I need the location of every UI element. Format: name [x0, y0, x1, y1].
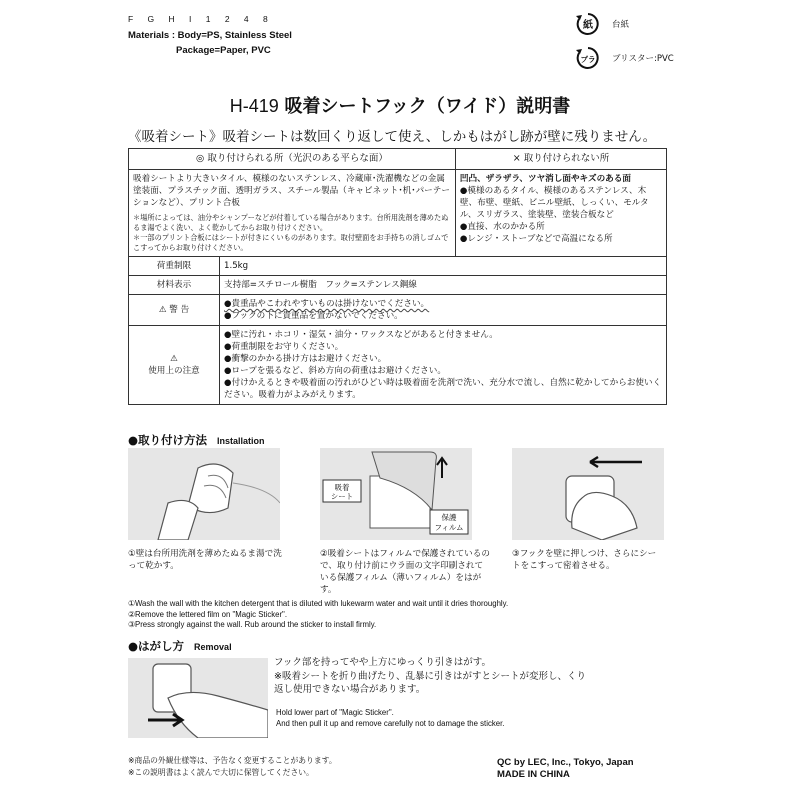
paper-label: 台紙: [612, 20, 630, 30]
caution-item-1: ●壁に汚れ・ホコリ・湿気・油分・ワックスなどがあると付きません。: [224, 330, 498, 340]
caution-item-2: ●荷重制限をお守りください。: [224, 342, 344, 352]
step1-caption: ①壁は台所用洗剤を薄めたぬるま湯で洗って乾かす。: [128, 549, 282, 571]
english-step1: ①Wash the wall with the kitchen detergent that is diluted with lukewarm water and wait until it dries thoroughly.: [128, 599, 509, 608]
installation-english: [128, 599, 508, 631]
cannot-item-2: ●直接、水のかかる所: [459, 222, 545, 232]
material-label: 材料表示: [129, 276, 220, 295]
caution-item-3: ●衝撃のかかる掛け方はお避けください。: [224, 354, 387, 364]
english-step3: ③Press strongly against the wall. Rub around the sticker to install firmly.: [128, 620, 377, 629]
peel-film-icon: [320, 448, 472, 540]
installation-heading: [128, 432, 265, 448]
removal-text-2: ※吸着シートを折り曲げたり、乱暴に引きはがすとシートが変形し、くり返し使用できない場合があります。: [274, 670, 586, 695]
installation-heading-en: Installation: [217, 436, 265, 446]
sheet-label-line1: 吸着: [334, 483, 350, 492]
removal-text-1: フック部を持ってやや上方にゆっくり引きはがす。: [274, 657, 491, 668]
removal-heading: [128, 638, 232, 654]
warning-icon: ⚠: [158, 305, 167, 315]
footer-note-1: ※商品の外観仕様等は、予告なく変更することがあります。: [128, 756, 337, 765]
plastic-recycle-icon: [574, 46, 602, 70]
can-note-2: ＊一部のプリント合板にはシートが付きにくいものがあります。取付壁面をお手持ちの消しゴムでこすってからお取り付けください。: [133, 233, 449, 252]
load-value: 1.5kg: [220, 257, 667, 276]
english-step2: ②Remove the lettered film on "Magic Sticker".: [128, 609, 287, 619]
subtitle: 《吸着シート》吸着シートは数回くり返して使え、しかもはがし跡が壁に残りません。: [128, 129, 657, 145]
sheet-label-line2: シート: [330, 492, 354, 501]
removal-illustration: [128, 658, 268, 738]
caution-label: 使用上の注意: [148, 366, 200, 376]
warning-item-1: ●貴重品やこわれやすいものは掛けないでください。: [224, 299, 430, 309]
removal-english-2: And then pull it up and remove carefully not to damage the sticker.: [276, 719, 505, 728]
model-number: H-419: [229, 96, 279, 116]
footer-notes: [128, 755, 337, 779]
made-in-text: MADE IN CHINA: [497, 769, 570, 780]
plastic-symbol-text: プラ: [580, 55, 596, 64]
paper-recycle-mark: [574, 12, 684, 36]
caution-label-cell: [129, 326, 220, 405]
remove-hook-icon: [128, 658, 268, 738]
wipe-hand-icon: [128, 448, 280, 540]
materials-text: Materials : Body=PS, Stainless Steel: [128, 30, 292, 41]
removal-heading-en: Removal: [194, 642, 232, 652]
can-attach-cell: [129, 170, 456, 257]
removal-heading-jp: ●はがし方: [128, 639, 185, 653]
package-text: Package=Paper, PVC: [176, 45, 271, 56]
title-text: 吸着シートフック（ワイド）説明書: [284, 96, 571, 117]
paper-recycle-icon: [574, 12, 602, 36]
installation-heading-jp: ●取り付け方法: [128, 433, 208, 447]
plastic-recycle-mark: [574, 46, 684, 70]
can-attach-header: ◎ 取り付けられる所（光沢のある平らな面）: [129, 149, 456, 170]
film-label-line1: 保護: [441, 513, 457, 522]
caution-icon: ⚠: [170, 354, 178, 364]
qc-text: QC by LEC, Inc., Tokyo, Japan: [497, 757, 634, 768]
plastic-label: ブリスター:PVC: [612, 54, 674, 64]
removal-english-1: Hold lower part of "Magic Sticker".: [276, 708, 394, 717]
cannot-attach-header: × 取り付けられない所: [455, 149, 666, 170]
cannot-item-1: ●模様のあるタイル、模様のあるステンレス、木壁、布壁、壁紙、ビニル壁紙、しっくい、モルタル、スリガラス、塗装壁、塗装合板など: [459, 186, 649, 220]
material-value: 支持部=スチロール樹脂 フック=ステンレス鋼線: [220, 276, 667, 295]
warning-cell: [220, 295, 667, 326]
manufacturer-info: [497, 757, 634, 781]
materials-block: [128, 28, 292, 58]
caution-item-4: ●ロープを張るなど、斜め方向の荷重はお避けください。: [224, 366, 446, 376]
step2-illustration: [320, 448, 472, 540]
paper-symbol-text: 紙: [583, 20, 593, 31]
warning-label: 警 告: [169, 305, 190, 315]
product-code: F G H I 1 2 4 8: [128, 14, 274, 24]
footer-note-2: ※この説明書はよく読んで大切に保管してください。: [128, 768, 314, 777]
cannot-item-3: ●レンジ・ストーブなどで高温になる所: [459, 234, 613, 244]
caution-item-5: ●付けかえるときや吸着面の汚れがひどい時は吸着面を洗剤で洗い、充分水で流し、自然に乾かしてからお使いください。吸着力がよみがえります。: [224, 378, 662, 400]
step3-illustration: [512, 448, 664, 540]
removal-english: [276, 707, 504, 729]
cannot-attach-cell: [455, 170, 666, 257]
step2-caption: ②吸着シートはフィルムで保護されているので、取り付け前にウラ面の文字印刷されている保護フィルム（薄いフィルム）をはがす。: [320, 549, 490, 595]
press-hook-icon: [512, 448, 664, 540]
warning-item-2: ●フックの下に貴重品を置かないでください。: [224, 311, 403, 321]
warning-label-cell: [129, 295, 220, 326]
removal-instructions: [274, 656, 594, 697]
film-label-line2: フィルム: [434, 523, 464, 532]
can-attach-text: 吸着シートより大きいタイル、模様のないステンレス、冷蔵庫･洗濯機などの金属塗装面、プラスチック面、透明ガラス、スチール製品（キャビネット･机･パーテーションなど）、プリント合板: [133, 174, 450, 208]
step3-caption: ③フックを壁に押しつけ、さらにシートをこすって密着させる。: [512, 549, 657, 571]
can-note-1: ＊場所によっては、油分やシャンプーなどが付着している場合があります。台所用洗剤を薄めたぬるま湯でよく洗い、よく乾かしてからお取り付けください。: [133, 213, 449, 232]
load-label: 荷重制限: [129, 257, 220, 276]
caution-cell: [220, 326, 667, 405]
step1-illustration: [128, 448, 280, 540]
spec-table: [128, 148, 667, 405]
cannot-heading: 凹凸、ザラザラ、ツヤ消し面やキズのある面: [459, 174, 631, 184]
page-title: [0, 92, 800, 118]
